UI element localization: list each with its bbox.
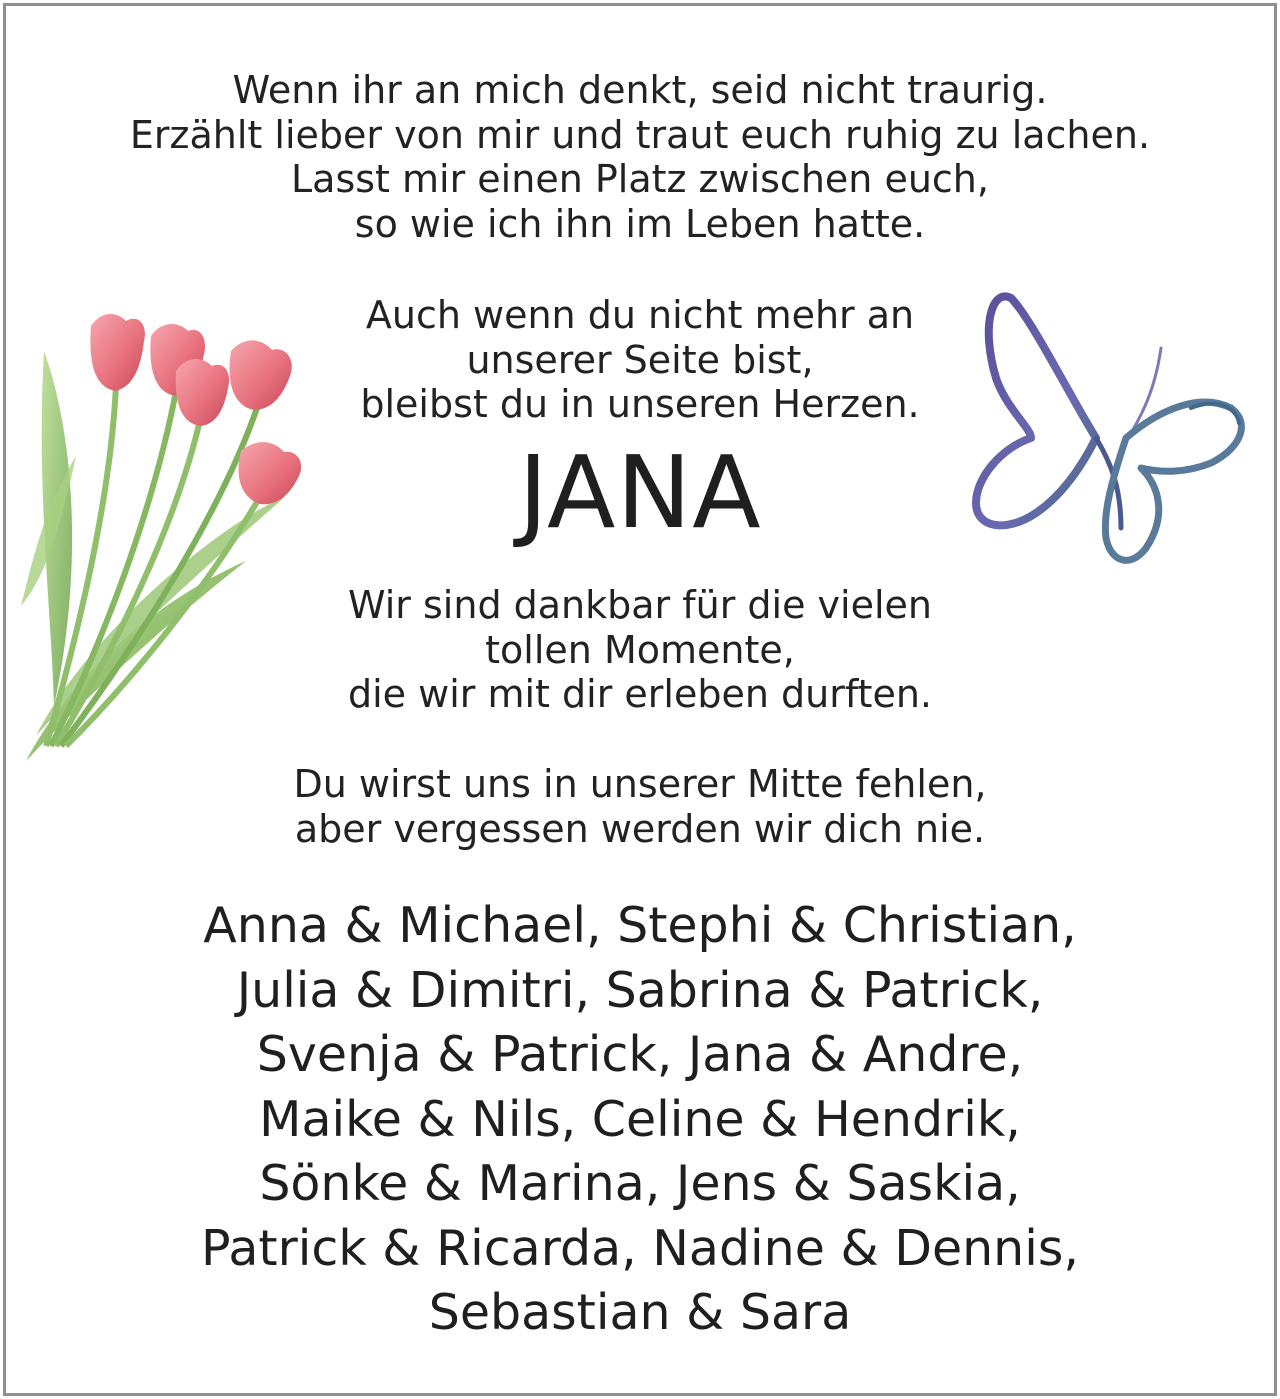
gratitude-line: tollen Momente,: [485, 627, 795, 672]
mourners-line: Sebastian & Sara: [428, 1284, 852, 1341]
poem-line: Wenn ihr an mich denkt, seid nicht traurig.: [232, 68, 1048, 112]
mourners-list: [6, 894, 1274, 1346]
poem-stanza-1: [6, 68, 1274, 246]
farewell-text: [6, 762, 1274, 851]
mourners-line: Patrick & Ricarda, Nadine & Dennis,: [201, 1219, 1079, 1277]
gratitude-line: Wir sind dankbar für die vielen: [348, 583, 932, 627]
poem-line: bleibst du in unseren Herzen.: [360, 382, 920, 426]
poem-line: Erzählt lieber von mir und traut euch ruhig zu lachen.: [129, 112, 1151, 157]
tulips-icon: [16, 306, 306, 766]
deceased-name: JANA: [518, 434, 762, 551]
farewell-line: aber vergessen werden wir dich nie.: [294, 806, 986, 851]
poem-line: so wie ich ihn im Leben hatte.: [354, 201, 926, 246]
gratitude-line: die wir mit dir erleben durften.: [348, 672, 932, 716]
poem-line: unserer Seite bist,: [466, 337, 814, 382]
poem-line: Lasst mir einen Platz zwischen euch,: [291, 157, 989, 201]
farewell-line: Du wirst uns in unserer Mitte fehlen,: [293, 762, 987, 806]
mourners-line: Sönke & Marina, Jens & Saskia,: [259, 1155, 1021, 1212]
obituary-frame: [3, 3, 1277, 1396]
mourners-line: Svenja & Patrick, Jana & Andre,: [256, 1026, 1024, 1083]
mourners-line: Anna & Michael, Stephi & Christian,: [203, 897, 1077, 954]
mourners-line: Maike & Nils, Celine & Hendrik,: [259, 1090, 1021, 1148]
poem-line: Auch wenn du nicht mehr an: [365, 293, 915, 337]
butterfly-icon: [961, 288, 1261, 588]
mourners-line: Julia & Dimitri, Sabrina & Patrick,: [236, 961, 1044, 1019]
